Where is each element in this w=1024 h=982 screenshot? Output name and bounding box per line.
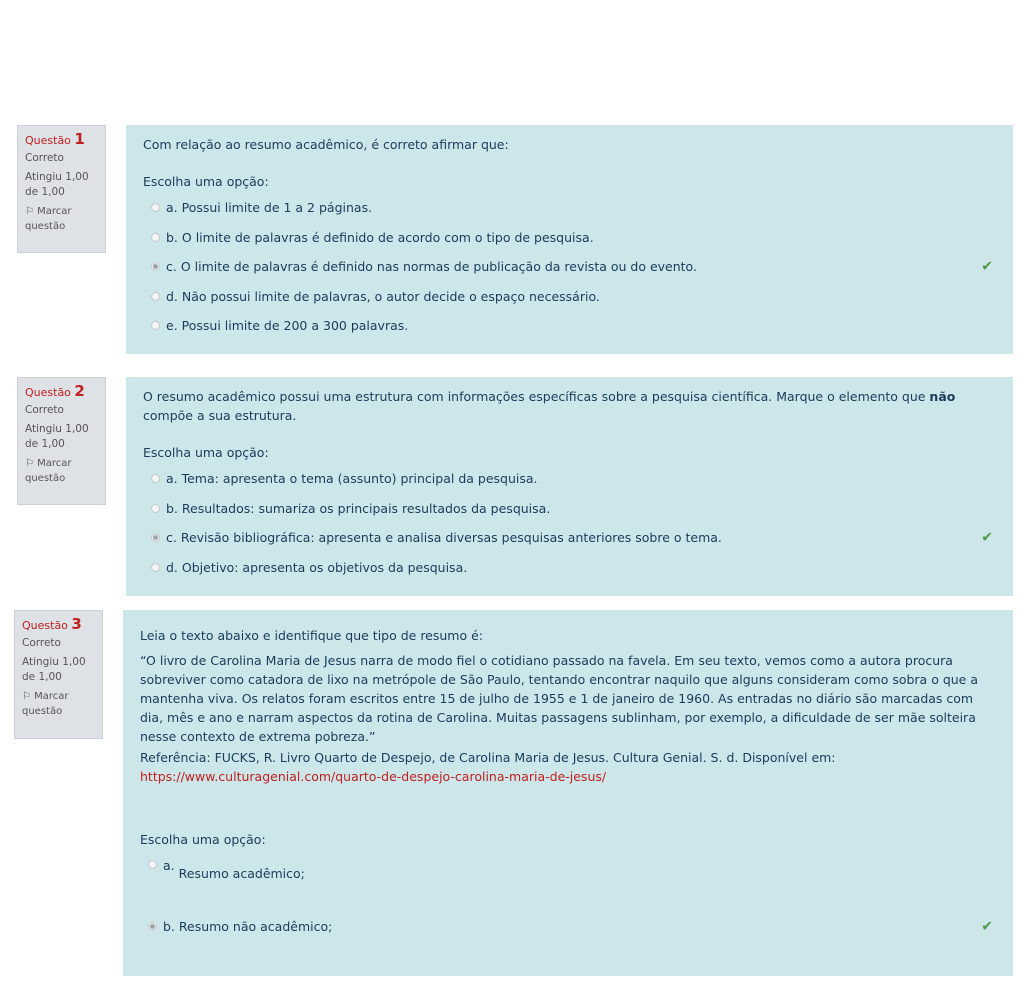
question-1-formulation bbox=[126, 125, 1013, 354]
answer-option-a[interactable]: a. Possui limite de 1 a 2 páginas. bbox=[143, 193, 997, 223]
question-status: Correto bbox=[22, 637, 61, 649]
answer-option-e[interactable]: e. Possui limite de 200 a 300 palavras. bbox=[143, 311, 997, 341]
check-icon: ✔ bbox=[981, 918, 993, 935]
radio-button-selected[interactable] bbox=[148, 922, 157, 931]
radio-button[interactable] bbox=[151, 233, 160, 242]
flag-question-link[interactable]: ⚐ Marcar questão bbox=[22, 691, 69, 717]
answer-option-b[interactable]: b. O limite de palavras é definido de acordo com o tipo de pesquisa. bbox=[143, 223, 997, 253]
question-status: Correto bbox=[25, 404, 64, 416]
check-icon: ✔ bbox=[981, 529, 993, 546]
question-2-formulation bbox=[126, 377, 1013, 596]
radio-button[interactable] bbox=[151, 292, 160, 301]
answer-option-a[interactable]: a. Tema: apresenta o tema (assunto) principal da pesquisa. bbox=[143, 464, 997, 494]
question-status: Correto bbox=[25, 152, 64, 164]
radio-button[interactable] bbox=[151, 504, 160, 513]
radio-button-selected[interactable] bbox=[151, 533, 160, 542]
question-text: O resumo acadêmico possui uma estrutura com informações específicas sobre a pesquisa científica. Marque o elemento que não compõe a sua estrutura. bbox=[143, 389, 956, 423]
answer-option-c[interactable]: c. Revisão bibliográfica: apresenta e analisa diversas pesquisas anteriores sobre o tema. ✔ bbox=[143, 523, 997, 553]
radio-button[interactable] bbox=[151, 321, 160, 330]
answer-prompt: Escolha uma opção: bbox=[143, 174, 269, 189]
answer-prompt: Escolha uma opção: bbox=[140, 832, 266, 847]
answer-option-b[interactable]: b. Resultados: sumariza os principais resultados da pesquisa. bbox=[143, 494, 997, 524]
radio-button-selected[interactable] bbox=[151, 262, 160, 271]
radio-button[interactable] bbox=[151, 474, 160, 483]
answer-options bbox=[143, 193, 997, 341]
answer-option-d[interactable]: d. Objetivo: apresenta os objetivos da pesquisa. bbox=[143, 553, 997, 583]
question-2-info bbox=[17, 377, 106, 505]
flag-question-link[interactable]: ⚐ Marcar questão bbox=[25, 458, 72, 484]
question-text: Com relação ao resumo acadêmico, é correto afirmar que: bbox=[143, 137, 509, 152]
answer-option-c[interactable]: c. O limite de palavras é definido nas normas de publicação da revista ou do evento. ✔ bbox=[143, 252, 997, 282]
answer-options bbox=[140, 851, 997, 942]
question-1-info bbox=[17, 125, 106, 253]
radio-button[interactable] bbox=[151, 203, 160, 212]
radio-button[interactable] bbox=[151, 563, 160, 572]
quoted-passage: “O livro de Carolina Maria de Jesus narra de modo fiel o cotidiano passado na favela. Em seu texto, vemos como a autora procura sobreviver como catadora de lixo na metrópole de São Paulo, tentando encontrar naquilo que alguns consideram como sobra o que a mantenha viva. Os relatos foram escritos entre 15 de julho de 1955 e 1 de janeiro de 1960. As entradas no diário são marcadas com dia, mês e ano e narram aspectos da rotina de Carolina. Muitas passagens sublinham, por exemplo, a dificuldade de ser mãe solteira nesse contexto de extrema pobreza.” bbox=[140, 653, 978, 744]
check-icon: ✔ bbox=[981, 258, 993, 275]
answer-options bbox=[143, 464, 997, 582]
question-grade: Atingiu 1,00 de 1,00 bbox=[25, 171, 89, 198]
reference-link[interactable]: https://www.culturagenial.com/quarto-de-despejo-carolina-maria-de-jesus/ bbox=[140, 769, 607, 784]
flag-icon: ⚐ bbox=[25, 206, 34, 217]
flag-question-link[interactable]: ⚐ Marcar questão bbox=[25, 206, 72, 232]
question-grade: Atingiu 1,00 de 1,00 bbox=[25, 423, 89, 450]
question-3-formulation bbox=[123, 610, 1013, 976]
reference-text: Referência: FUCKS, R. Livro Quarto de Despejo, de Carolina Maria de Jesus. Cultura Genial. S. d. Disponível em: bbox=[140, 750, 836, 765]
answer-option-b[interactable]: b. Resumo não acadêmico; ✔ bbox=[140, 912, 997, 942]
question-grade: Atingiu 1,00 de 1,00 bbox=[22, 656, 86, 683]
reference bbox=[140, 748, 997, 786]
question-number: Questão 3 bbox=[22, 615, 82, 633]
radio-button[interactable] bbox=[148, 860, 157, 869]
question-text: Leia o texto abaixo e identifique que tipo de resumo é: bbox=[140, 628, 484, 643]
flag-icon: ⚐ bbox=[22, 691, 31, 702]
answer-option-a[interactable]: a. Resumo acadêmico; bbox=[140, 851, 997, 885]
question-number: Questão 2 bbox=[25, 382, 85, 400]
answer-prompt: Escolha uma opção: bbox=[143, 445, 269, 460]
question-number: Questão 1 bbox=[25, 130, 85, 148]
question-3-info bbox=[14, 610, 103, 739]
flag-icon: ⚐ bbox=[25, 458, 34, 469]
answer-option-d[interactable]: d. Não possui limite de palavras, o autor decide o espaço necessário. bbox=[143, 282, 997, 312]
